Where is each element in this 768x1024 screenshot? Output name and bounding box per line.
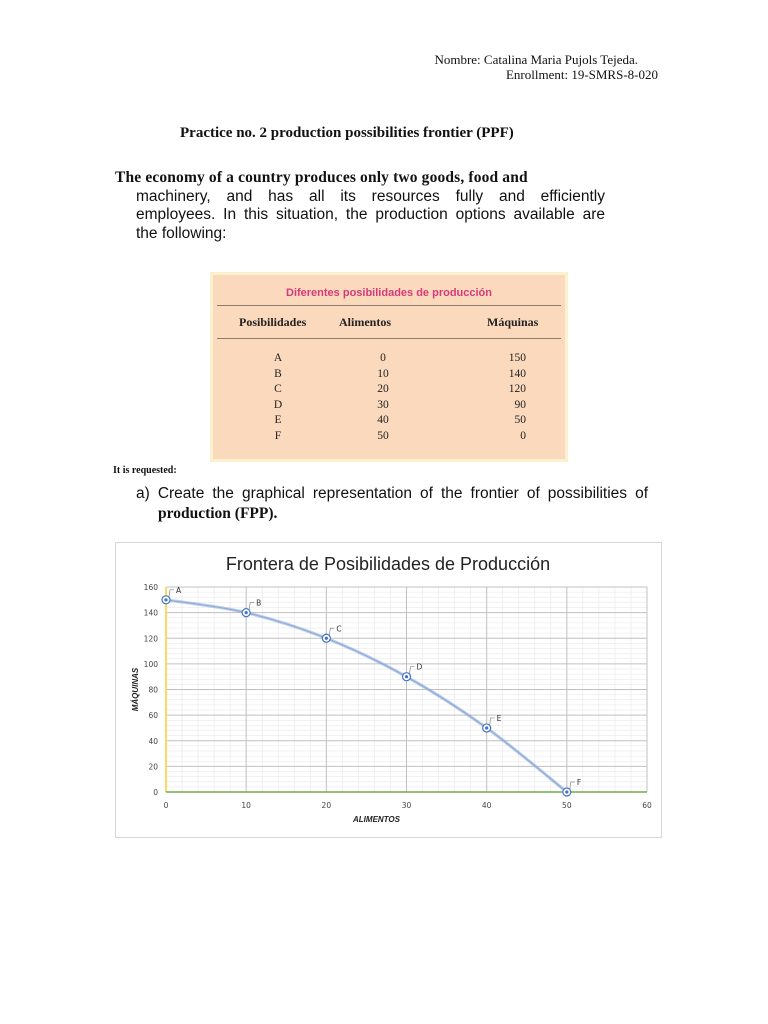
table-cell: 90: [514, 398, 526, 411]
table-cell: 50: [377, 429, 389, 442]
data-label-leader: [490, 718, 495, 725]
table-header-maquinas: Máquinas: [487, 315, 539, 329]
x-tick-label: 50: [562, 801, 572, 810]
series-line: [166, 600, 567, 792]
requested-label: It is requested:: [113, 465, 177, 476]
table-cell: 50: [514, 414, 526, 426]
x-tick-label: 20: [321, 801, 332, 810]
table-cell: 140: [508, 367, 526, 380]
table-cell: A: [273, 352, 283, 364]
table-cell: 10: [377, 367, 389, 380]
x-tick-label: 10: [241, 801, 251, 810]
table-column-posibilidades: [268, 351, 288, 444]
data-point-center: [565, 790, 568, 793]
data-label: D: [416, 662, 423, 672]
y-tick-label: 20: [148, 762, 158, 772]
table-cell: 0: [380, 352, 386, 364]
x-tick-label: 40: [481, 801, 492, 810]
x-tick-label: 30: [401, 801, 412, 810]
data-label: C: [336, 624, 342, 634]
table-cell: D: [273, 398, 283, 411]
data-point-center: [325, 637, 328, 640]
data-label-leader: [570, 782, 575, 789]
y-tick-label: 60: [148, 711, 158, 721]
data-point-center: [405, 675, 408, 678]
table-rule-top: [217, 305, 561, 306]
y-tick-label: 0: [153, 788, 158, 797]
question-a-line1: a) Create the graphical representation of the frontier of possibilities of: [136, 485, 648, 502]
table-header-alimentos: Alimentos: [339, 315, 391, 329]
table-cell: 30: [377, 398, 389, 411]
data-point-center: [164, 598, 167, 601]
y-tick-label: 80: [148, 685, 158, 695]
intro-line: employees. In this situation, the production options available are: [136, 206, 605, 223]
data-label-leader: [329, 628, 334, 635]
y-tick-label: 120: [143, 634, 158, 644]
data-point-center: [485, 726, 488, 729]
y-tick-label: 160: [143, 583, 158, 592]
table-rule-header: [217, 338, 561, 339]
data-label-leader: [169, 590, 174, 597]
table-column-maquinas: [493, 351, 526, 444]
intro-paragraph: [115, 169, 605, 243]
x-axis-label: ALIMENTOS: [353, 815, 400, 824]
ppf-chart: [115, 542, 662, 838]
table-title: Diferentes posibilidades de producción: [286, 287, 492, 299]
data-point-center: [245, 611, 248, 614]
x-tick-label: 0: [163, 801, 169, 810]
table-cell: 20: [377, 383, 389, 395]
production-table: [210, 272, 568, 462]
enrollment-number: Enrollment: 19-SMRS-8-020: [505, 67, 658, 82]
student-name: Nombre: Catalina Maria Pujols Tejeda.: [434, 52, 638, 67]
data-label: E: [496, 713, 502, 723]
y-tick-label: 140: [143, 608, 158, 618]
table-cell: C: [274, 383, 282, 395]
table-cell: 0: [520, 429, 526, 442]
data-label-leader: [410, 667, 415, 674]
intro-line: machinery, and has all its resources fully and efficiently: [136, 187, 605, 205]
table-header-posibilidades: Posibilidades: [239, 315, 307, 329]
table-cell: F: [274, 429, 282, 442]
table-cell: 120: [508, 383, 526, 395]
intro-first-line: The economy of a country produces only two goods, food and: [115, 169, 528, 186]
chart-title: Frontera de Posibilidades de Producción: [225, 554, 551, 574]
table-cell: 150: [508, 352, 526, 364]
intro-line: the following:: [136, 224, 227, 242]
table-cell: B: [274, 367, 282, 380]
series-line-halo: [166, 600, 567, 792]
question-a: [136, 484, 648, 524]
data-label: A: [176, 585, 182, 595]
practice-title: Practice no. 2 production possibilities frontier (PPF): [180, 125, 514, 141]
data-label: F: [576, 778, 582, 787]
data-label-leader: [249, 603, 254, 610]
question-a-line2: production (FPP).: [158, 505, 278, 522]
y-axis-label: MÁQUINAS: [131, 667, 140, 712]
table-cell: 40: [377, 414, 389, 426]
table-column-alimentos: [363, 351, 403, 444]
y-tick-label: 40: [148, 736, 158, 746]
ppf-chart-svg: [116, 543, 661, 837]
y-tick-label: 100: [143, 659, 158, 669]
table-cell: E: [274, 414, 282, 426]
x-tick-label: 60: [642, 801, 652, 810]
data-label: B: [256, 598, 262, 608]
